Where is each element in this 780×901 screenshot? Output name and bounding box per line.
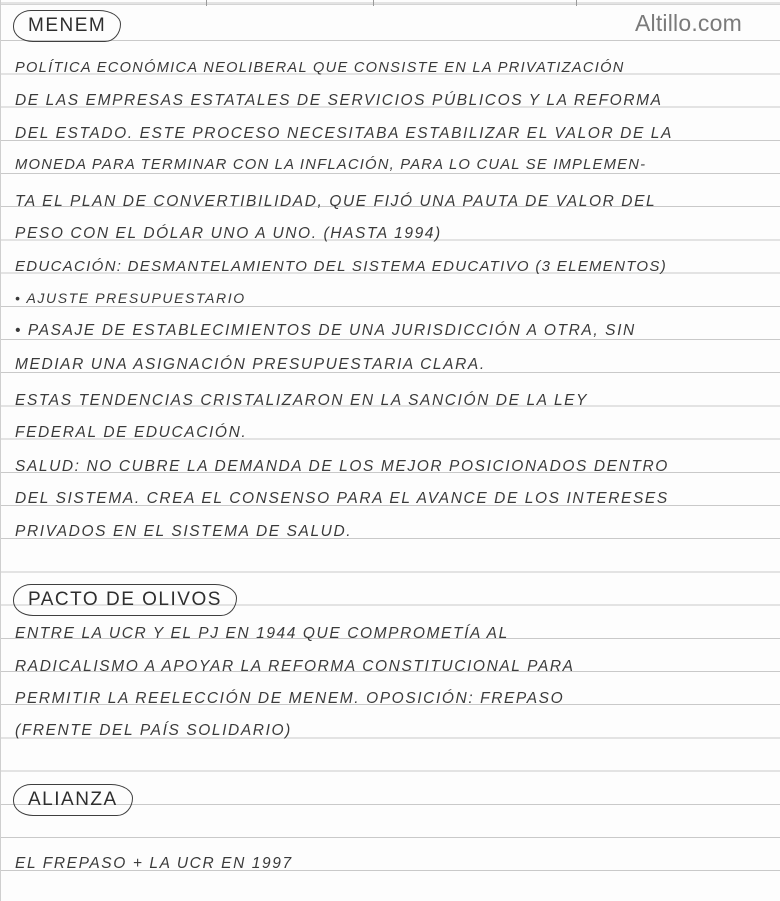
text-line: ESTAS TENDENCIAS CRISTALIZARON EN LA SANCIÓN DE LA LEY	[15, 392, 589, 409]
text-line: MONEDA PARA TERMINAR CON LA INFLACIÓN, PARA LO CUAL SE IMPLEMEN-	[15, 157, 647, 173]
text-line: TA EL PLAN DE CONVERTIBILIDAD, QUE FIJÓ UNA PAUTA DE VALOR DEL	[15, 193, 657, 210]
text-line: FEDERAL DE EDUCACIÓN.	[15, 424, 248, 441]
text-line: (FRENTE DEL PAÍS SOLIDARIO)	[15, 722, 292, 739]
text-line: MEDIAR UNA ASIGNACIÓN PRESUPUESTARIA CLARA.	[15, 356, 486, 373]
heading-alianza: ALIANZA	[13, 784, 133, 816]
text-line: PRIVADOS EN EL SISTEMA DE SALUD.	[15, 523, 353, 540]
bullet-item: • PASAJE DE ESTABLECIMIENTOS DE UNA JURISDICCIÓN A OTRA, SIN	[15, 322, 636, 339]
top-margin-rule	[1, 0, 780, 5]
text-line: DE LAS EMPRESAS ESTATALES DE SERVICIOS PÚBLICOS Y LA REFORMA	[15, 92, 663, 109]
text-line: PERMITIR LA REELECCIÓN DE MENEM. OPOSICIÓN: FREPASO	[15, 690, 565, 707]
heading-menem: MENEM	[13, 10, 121, 42]
heading-pacto-de-olivos: PACTO DE OLIVOS	[13, 584, 237, 616]
text-line: DEL SISTEMA. CREA EL CONSENSO PARA EL AVANCE DE LOS INTERESES	[15, 490, 669, 507]
text-line: EL FREPASO + LA UCR EN 1997	[15, 855, 293, 872]
watermark-text: Altillo.com	[634, 10, 742, 36]
text-line: PESO CON EL DÓLAR UNO A UNO. (HASTA 1994)	[15, 225, 442, 242]
text-line: RADICALISMO A APOYAR LA REFORMA CONSTITUCIONAL PARA	[15, 658, 575, 675]
text-line: EDUCACIÓN: DESMANTELAMIENTO DEL SISTEMA EDUCATIVO (3 ELEMENTOS)	[15, 258, 668, 275]
text-line: DEL ESTADO. ESTE PROCESO NECESITABA ESTABILIZAR EL VALOR DE LA	[15, 125, 673, 142]
text-line: ENTRE LA UCR Y EL PJ EN 1944 QUE COMPROMETÍA AL	[15, 625, 509, 642]
text-line: POLÍTICA ECONÓMICA NEOLIBERAL QUE CONSISTE EN LA PRIVATIZACIÓN	[15, 60, 625, 76]
bullet-item: • AJUSTE PRESUPUESTARIO	[15, 290, 246, 306]
text-line: SALUD: NO CUBRE LA DEMANDA DE LOS MEJOR POSICIONADOS DENTRO	[15, 458, 669, 475]
